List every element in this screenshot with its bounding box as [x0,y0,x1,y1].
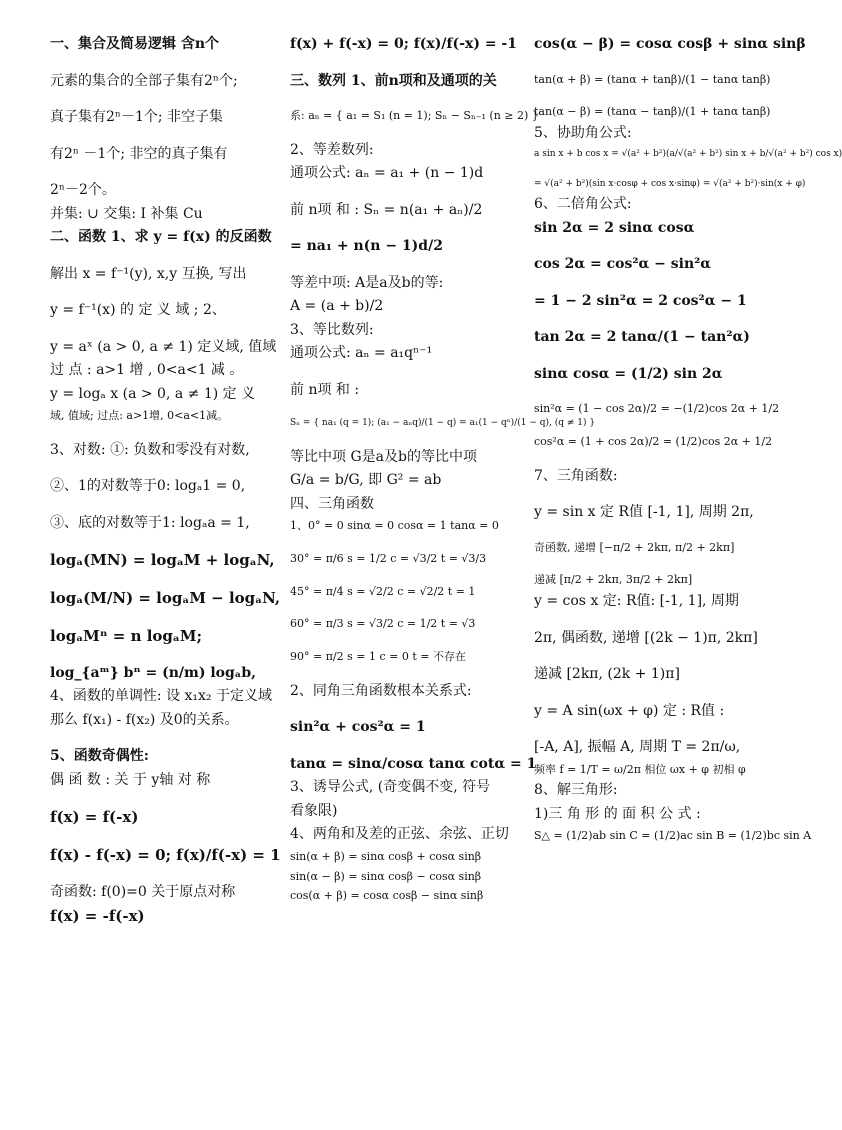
formula-line: y = A sin(ωx + φ) 定 : R值 : [534,702,725,719]
formula-line: sin 2α = 2 sinα cosα [534,219,695,236]
formula-line: 等比中项 G是a及b的等比中项 [290,448,477,465]
formula-line: 5、函数奇偶性: [50,748,149,764]
formula-line: 等差中项: A是a及b的等: [290,274,444,291]
formula-line: 2、同角三角函数根本关系式: [290,682,472,699]
formula-line: 60° = π/3 s = √3/2 c = 1/2 t = √3 [290,617,476,631]
formula-line: 系: aₙ = { a₁ = S₁ (n = 1); Sₙ − Sₙ₋₁ (n ≥ 2) } [290,109,539,122]
formula-line: sin(α − β) = sinα cosβ − cosα sinβ [290,869,482,883]
formula-line: y = logₐ x (a > 0, a ≠ 1) 定 义 [50,385,256,402]
formula-line: 看象限) [290,802,338,819]
formula-line: cos(α + β) = cosα cosβ − sinα sinβ [290,889,484,903]
formula-line: 前 n项 和 : Sₙ = n(a₁ + aₙ)/2 [290,201,483,218]
formula-line: 7、三角函数: [534,467,618,484]
formula-line: Sₙ = { na₁ (q = 1); (a₁ − aₙq)/(1 − q) = a₁(1 − qⁿ)/(1 − q), (q ≠ 1) } [290,418,596,429]
formula-line: 8、解三角形: [534,782,618,799]
formula-line: = na₁ + n(n − 1)d/2 [290,238,443,255]
formula-line: 偶 函 数 : 关 于 y轴 对 称 [50,771,211,788]
column-left [50,36,281,945]
formula-line: 1、0° = 0 sinα = 0 cosα = 1 tanα = 0 [290,519,499,532]
column-right [534,36,842,862]
formula-line: ③、底的对数等于1: logₐa = 1, [50,514,250,531]
formula-line: = √(a² + b²)(sin x·cosφ + cos x·sinφ) = √(a² + b²)·sin(x + φ) [534,178,806,189]
formula-line: 元素的集合的全部子集有2ⁿ个; [50,72,238,89]
formula-line: 奇函数: f(0)=0 关于原点对称 [50,883,236,900]
formula-line: sin²α + cos²α = 1 [290,719,426,736]
formula-line: f(x) - f(-x) = 0; f(x)/f(-x) = 1 [50,845,281,864]
formula-line: y = f⁻¹(x) 的 定 义 域 ; 2、 [50,302,226,318]
formula-line: logₐ(MN) = logₐM + logₐN, [50,551,275,570]
formula-line: 通项公式: aₙ = a₁qⁿ⁻¹ [290,345,433,362]
formula-line: cos(α − β) = cosα cosβ + sinα sinβ [534,36,806,52]
formula-line: 有2ⁿ －1个; 非空的真子集有 [50,145,228,162]
formula-line: logₐ(M/N) = logₐM − logₐN, [50,589,281,607]
formula-line: 解出 x = f⁻¹(y), x,y 互换, 写出 [50,265,247,282]
formula-line: 45° = π/4 s = √2/2 c = √2/2 t = 1 [290,584,476,598]
formula-line: 递减 [π/2 + 2kπ, 3π/2 + 2kπ] [534,573,693,587]
formula-line: 通项公式: aₙ = a₁ + (n − 1)d [290,165,484,182]
formula-line: 30° = π/6 s = 1/2 c = √3/2 t = √3/3 [290,551,487,565]
formula-line: a sin x + b cos x = √(a² + b²)(a/√(a² + b²) sin x + b/√(a² + b²) cos x) [534,148,842,159]
formula-line: 三、数列 1、前n项和及通项的关 [290,72,497,89]
formula-line: cos 2α = cos²α − sin²α [534,256,712,272]
formula-line: ②、1的对数等于0: logₐ1 = 0, [50,478,246,495]
formula-line: A = (a + b)/2 [290,298,384,315]
formula-line: 3、诱导公式, (奇变偶不变, 符号 [290,779,491,796]
formula-line: 2π, 偶函数, 递增 [(2k − 1)π, 2kπ] [534,629,758,646]
formula-line: 90° = π/2 s = 1 c = 0 t = 不存在 [290,650,466,663]
formula-line: tan 2α = 2 tanα/(1 − tan²α) [534,329,750,345]
formula-line: 递减 [2kπ, (2k + 1)π] [534,666,680,682]
formula-line: 一、集合及简易逻辑 含n个 [50,36,220,52]
formula-line: 域, 值域; 过点: a>1增, 0<a<1减。 [50,409,229,422]
formula-line: 1)三 角 形 的 面 积 公 式 : [534,805,701,822]
formula-line: y = aˣ (a > 0, a ≠ 1) 定义域, 值域 [50,338,277,355]
formula-line: 2ⁿ－2个。 [50,182,116,198]
formula-line: 过 点 : a>1 增 , 0<a<1 减 。 [50,362,244,378]
formula-line: f(x) = -f(-x) [50,907,145,925]
formula-line: 3、对数: ①: 负数和零没有对数, [50,441,250,458]
formula-line: tanα = sinα/cosα tanα cotα = 1 [290,755,537,772]
formula-line: tan(α + β) = (tanα + tanβ)/(1 − tanα tanβ) [534,72,771,86]
formula-line: 那么 f(x₁) - f(x₂) 及0的关系。 [50,711,239,728]
formula-line: f(x) + f(-x) = 0; f(x)/f(-x) = -1 [290,36,517,52]
formula-line: log_{aᵐ} bⁿ = (n/m) logₐb, [50,664,256,681]
formula-line: 3、等比数列: [290,321,374,338]
formula-line: 5、协助角公式: [534,125,632,141]
formula-line: 2、等差数列: [290,141,374,158]
formula-line: tan(α − β) = (tanα − tanβ)/(1 + tanα tanβ) [534,105,771,119]
formula-line: y = sin x 定 R值 [-1, 1], 周期 2π, [534,504,754,520]
formula-line: y = cos x 定: R值: [-1, 1], 周期 [534,593,739,609]
formula-line: sin(α + β) = sinα cosβ + cosα sinβ [290,849,482,863]
formula-line: = 1 − 2 sin²α = 2 cos²α − 1 [534,292,747,309]
formula-line: 4、函数的单调性: 设 x₁x₂ 于定义域 [50,688,272,704]
formula-line: sinα cosα = (1/2) sin 2α [534,365,723,382]
formula-line: 前 n项 和 : [290,381,360,398]
formula-line: G/a = b/G, 即 G² = ab [290,472,442,488]
formula-line: 四、三角函数 [290,495,374,512]
formula-line: 并集: ∪ 交集: I 补集 Cu [50,205,203,222]
formula-line: 真子集有2ⁿ－1个; 非空子集 [50,109,224,125]
formula-line: S△ = (1/2)ab sin C = (1/2)ac sin B = (1/2)bc sin A [534,829,812,843]
formula-line: 4、两角和及差的正弦、余弦、正切 [290,826,509,843]
formula-line: sin²α = (1 − cos 2α)/2 = −(1/2)cos 2α + 1/2 [534,402,780,415]
formula-line: [-A, A], 振幅 A, 周期 T = 2π/ω, [534,739,741,755]
formula-line: cos²α = (1 + cos 2α)/2 = (1/2)cos 2α + 1/2 [534,434,773,448]
formula-line: 二、函数 1、求 y = f(x) 的反函数 [50,229,272,245]
formula-line: 奇函数, 递增 [−π/2 + 2kπ, π/2 + 2kπ] [534,540,735,554]
formula-line: 频率 f = 1/T = ω/2π 相位 ωx + φ 初相 φ [534,762,746,776]
formula-line: f(x) = f(-x) [50,808,139,826]
formula-line: logₐMⁿ = n logₐM; [50,626,203,645]
formula-line: 6、二倍角公式: [534,196,632,212]
